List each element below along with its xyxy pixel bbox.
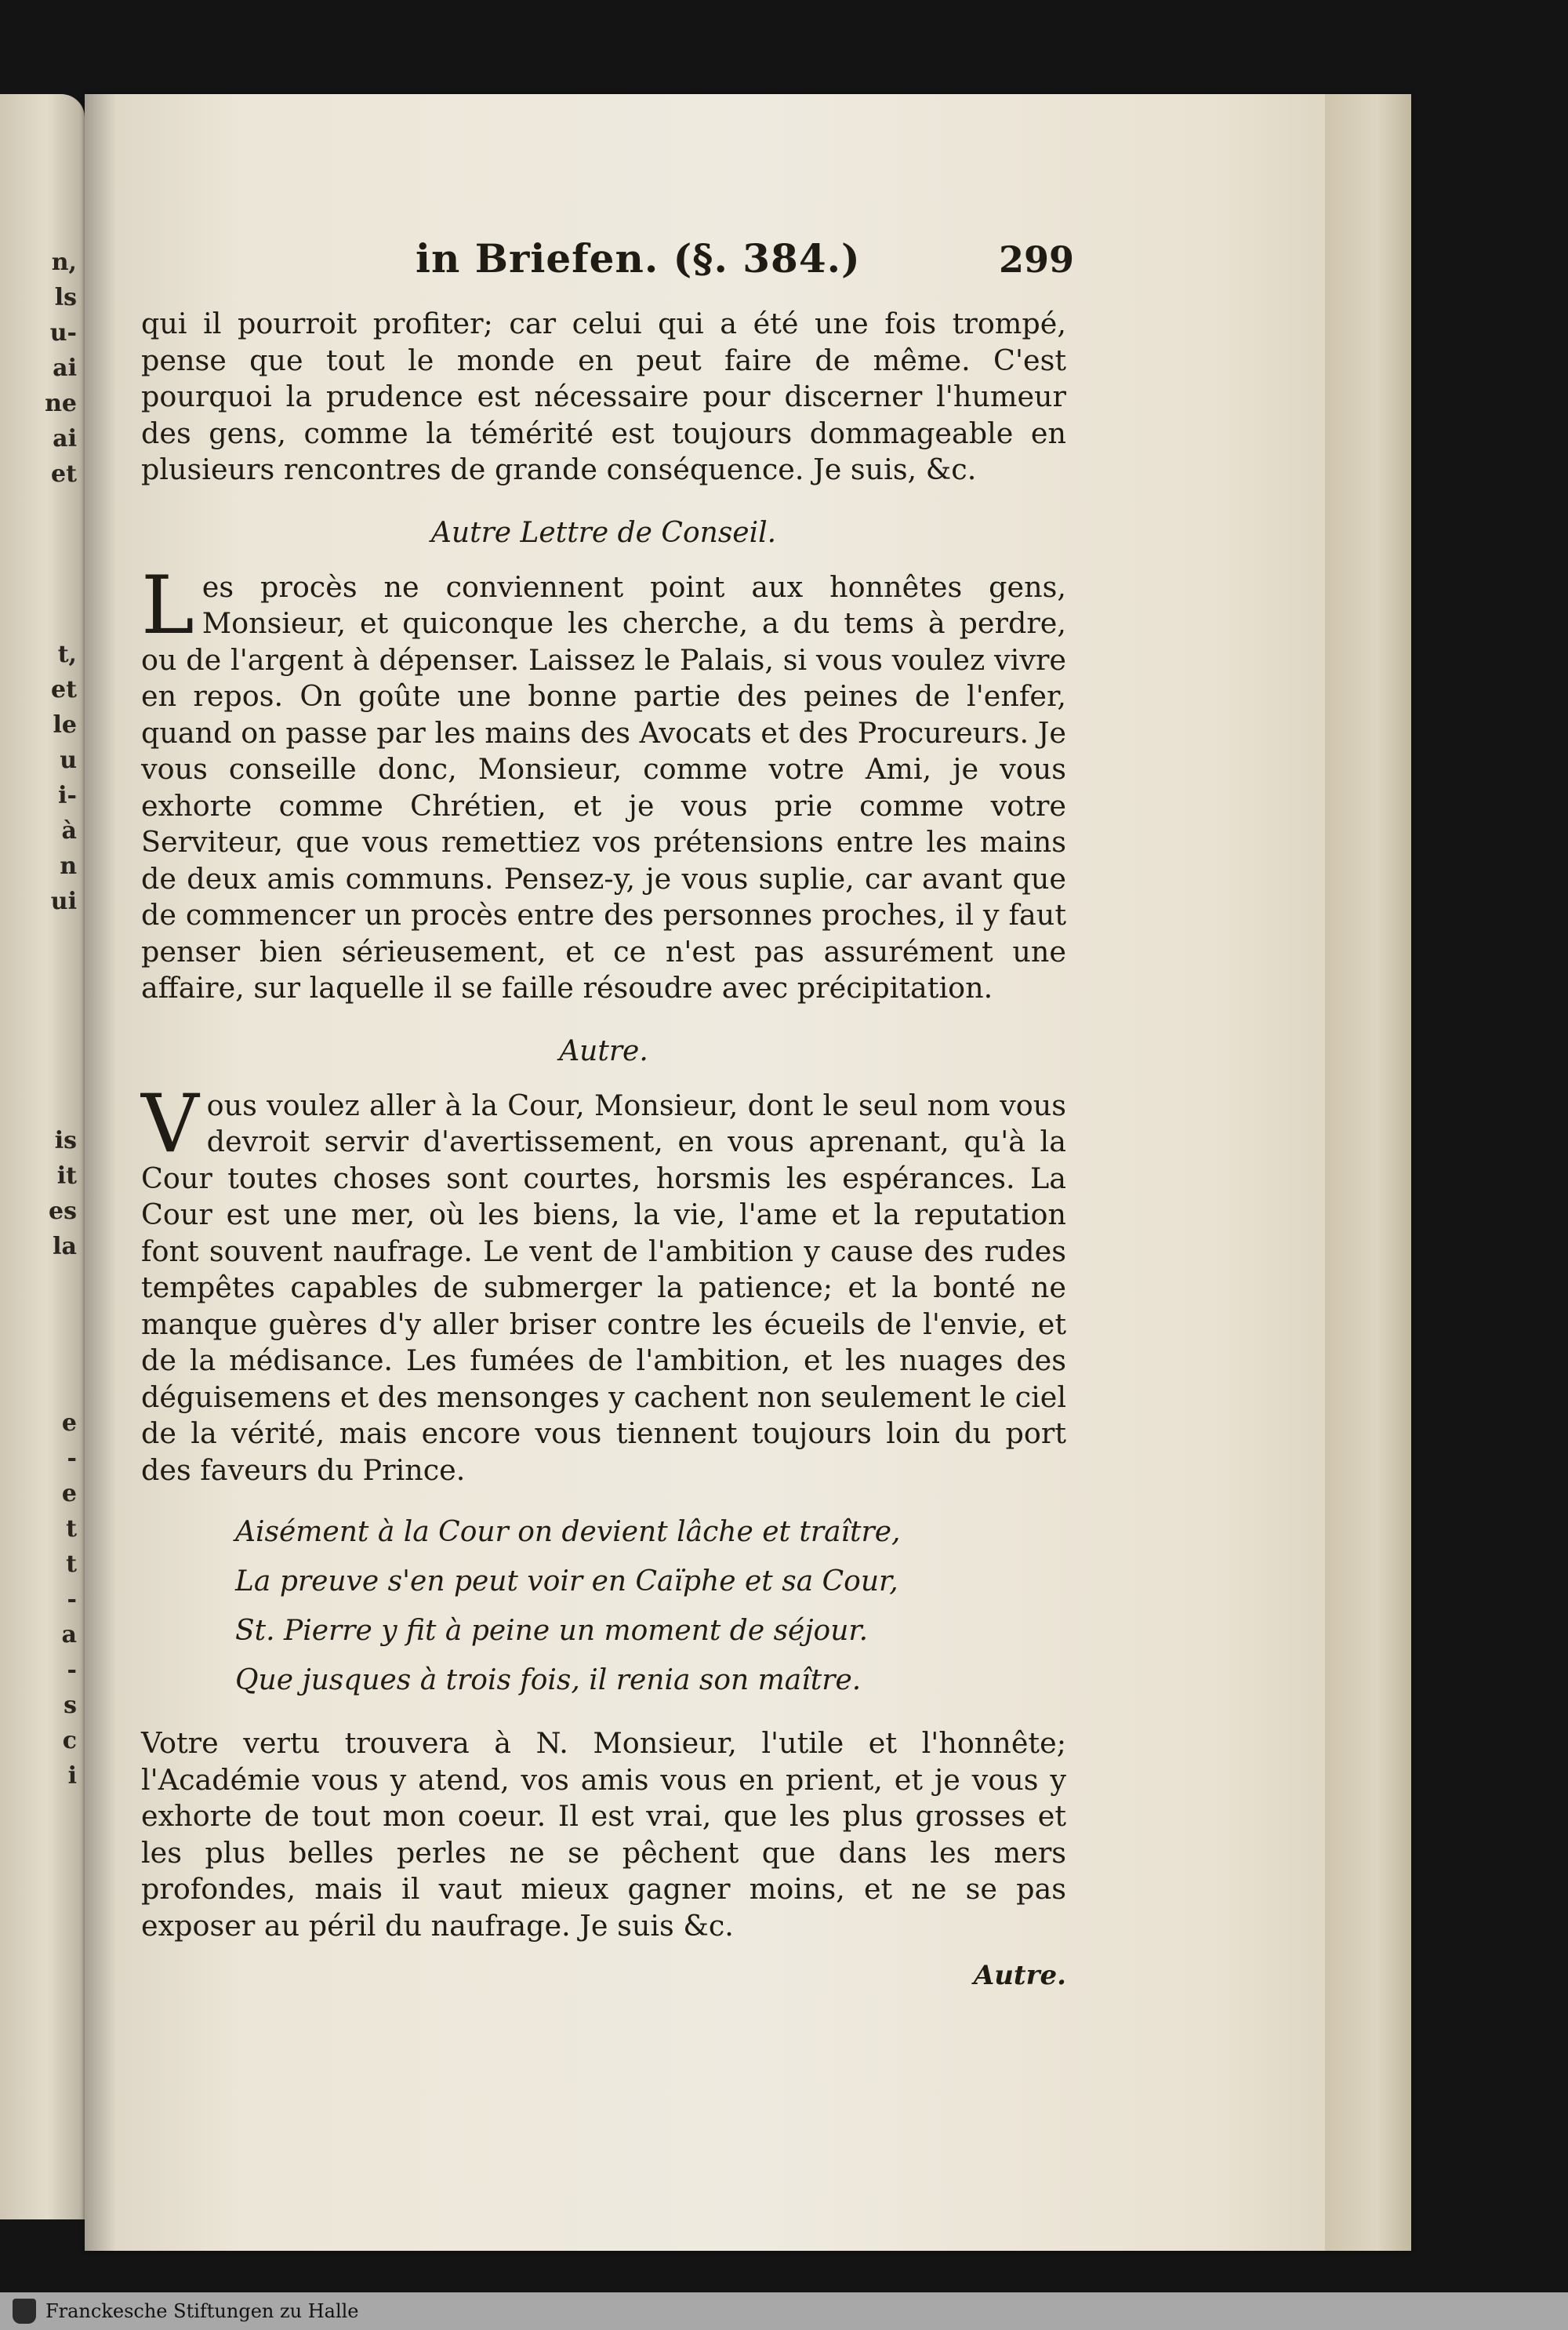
page-edge: [1325, 94, 1411, 2251]
facing-page-fragment-text: e: [61, 1409, 77, 1437]
page-header: [141, 235, 1074, 306]
verse-block: [235, 1507, 1066, 1705]
facing-page-fragment-text: ne: [45, 390, 77, 417]
facing-page-fragment-text: i-: [58, 782, 77, 809]
facing-page-fragment-text: is: [54, 1127, 77, 1154]
institution-logo-icon: [13, 2299, 36, 2324]
facing-page-fragment-text: u: [60, 747, 77, 774]
verse-line: La preuve s'en peut voir en Caïphe et sa Cour,: [235, 1565, 898, 1598]
intro-paragraph: qui il pourroit profiter; car celui qui a été une fois trompé, pense que tout le monde en peut faire de même. C'est pourquoi la prudence est nécessaire pour discerner l'humeur des gens, comme la témérité est toujours dommageable en plusieurs rencontres de grande conséquence. Je suis, &c.: [141, 307, 1066, 486]
facing-page-fragment-text: -: [67, 1586, 77, 1613]
letter-paragraph: [141, 558, 1066, 1007]
facing-page-fragment-text: t: [66, 1550, 77, 1578]
catchword: Autre.: [973, 1960, 1066, 1991]
facing-page-fragment-text: -: [67, 1445, 77, 1472]
letter-text: ous voulez aller à la Cour, Monsieur, dont le seul nom vous devroit servir d'avertissement, en vous aprenant, qu'à la Cour toutes choses sont courtes, horsmis les espérances. La Cour est une mer, où les biens, la vie, l'ame et la reputation font souvent naufrage. Le vent de l'ambition y cause des rudes tempêtes capables de submerger la patience; et la bonté ne manque guères d'y aller briser contre les écueils de l'envie, et de la médisance. Les fumées de l'ambition, et les nuages des déguisemens et des mensonges y cachent non seulement le ciel de la vérité, mais encore vous tiennent toujours loin du port des faveurs du Prince.: [141, 1088, 1067, 1487]
page-text: [141, 235, 1074, 1991]
gutter-shadow: [85, 94, 116, 2251]
facing-page-fragment-text: et: [51, 676, 77, 703]
facing-page-fragment-text: i: [67, 1762, 77, 1790]
footer-bar: [0, 2292, 1568, 2330]
facing-page-fragment-text: t,: [57, 641, 77, 668]
facing-page-fragment-text: n: [60, 852, 77, 880]
facing-page-fragment-text: ai: [53, 425, 77, 453]
verse-line: Aisément à la Cour on devient lâche et traître,: [235, 1516, 901, 1548]
drop-cap: L: [141, 558, 194, 652]
verse-line: St. Pierre y fit à peine un moment de séjour.: [235, 1615, 869, 1647]
facing-page-fragment-text: ls: [54, 284, 77, 311]
facing-page-fragment-text: ui: [50, 888, 77, 915]
footer-credit: Franckesche Stiftungen zu Halle: [45, 2300, 359, 2322]
facing-page-fragment-text: es: [49, 1198, 77, 1225]
facing-page-fragment-text: it: [56, 1162, 77, 1190]
facing-page-fragment-text: u-: [49, 319, 77, 347]
letter-paragraph: [141, 1077, 1067, 1489]
facing-page-fragment-text: e: [61, 1480, 77, 1507]
facing-page-fragment-text: la: [53, 1233, 77, 1260]
facing-page-fragment: [0, 94, 85, 2219]
letter-text: es procès ne conviennent point aux honnêtes gens, Monsieur, et quiconque les cherche, a du tems à perdre, ou de l'argent à dépenser. Laissez le Palais, si vous voulez vivre en repos. On goûte une bonne partie des peines de l'enfer, quand on passe par les mains des Avocats et des Procureurs. Je vous conseille donc, Monsieur, comme votre Ami, je vous exhorte comme Chrétien, et je vous prie comme votre Serviteur, que vous remettiez vos prétensions entre les mains de deux amis communs. Pensez-y, je vous suplie, car avant que de commencer un procès entre des personnes proches, il y faut penser bien sérieusement, et ce n'est pas assurément une affaire, sur laquelle il se faille résoudre avec précipitation.: [141, 569, 1066, 1005]
running-title: in Briefen. (§. 384.): [416, 235, 861, 282]
facing-page-fragment-text: n,: [51, 249, 77, 276]
facing-page-fragment-text: ai: [53, 354, 77, 382]
drop-cap: V: [141, 1077, 199, 1171]
page-number: 299: [998, 238, 1074, 281]
section-heading: Autre.: [559, 1034, 648, 1067]
facing-page-fragment-text: à: [61, 817, 77, 845]
facing-page-fragment-text: a: [61, 1621, 77, 1648]
facing-page-fragment-text: et: [51, 460, 77, 488]
closing-paragraph: Votre vertu trouvera à N. Monsieur, l'utile et l'honnête; l'Académie vous y atend, vos amis vous en prient, et je vous y exhorte de tout mon coeur. Il est vrai, que les plus grosses et les plus belles perles ne se pêchent que dans les mers profondes, mais il vaut mieux gagner moins, et ne se pas exposer au péril du naufrage. Je suis &c.: [141, 1726, 1066, 1943]
section-heading: Autre Lettre de Conseil.: [430, 516, 777, 549]
facing-page-fragment-text: -: [67, 1656, 77, 1684]
facing-page-fragment-text: c: [62, 1727, 77, 1754]
facing-page-fragment-text: s: [64, 1692, 77, 1719]
verse-line: Que jusques à trois fois, il renia son maître.: [235, 1664, 862, 1696]
facing-page-fragment-text: le: [53, 711, 77, 739]
facing-page-fragment-text: t: [66, 1515, 77, 1543]
